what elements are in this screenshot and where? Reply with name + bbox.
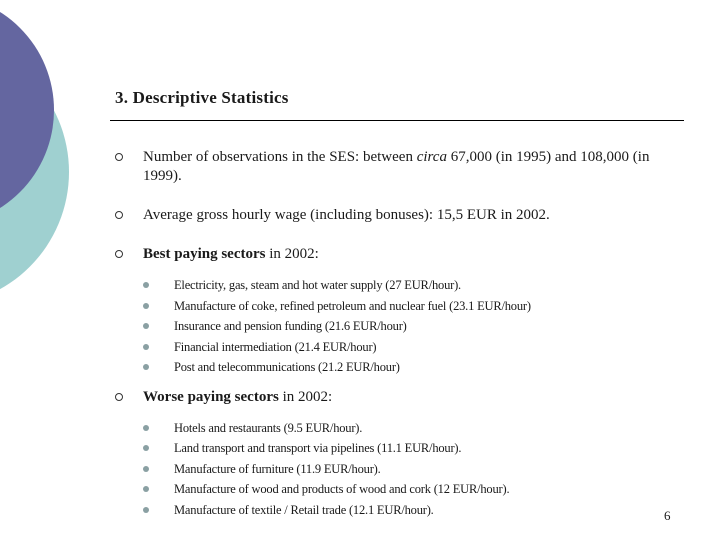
bullet-item-worse-paying [114, 388, 684, 521]
segment-italic: circa [416, 149, 447, 165]
segment: Number of observations in the SES: between [143, 149, 417, 165]
sub-list-worse-paying [143, 418, 684, 521]
title-divider [110, 120, 684, 121]
bullet-item-average-wage [114, 206, 684, 225]
list-item [143, 479, 684, 500]
list-item-text: Manufacture of furniture (11.9 EUR/hour). [174, 461, 381, 476]
segment-bold: Worse paying sectors [143, 388, 279, 405]
segment: in 2002: [265, 246, 319, 262]
list-item-text: Financial intermediation (21.4 EUR/hour) [174, 339, 377, 354]
list-item [143, 316, 684, 337]
list-item-text: Insurance and pension funding (21.6 EUR/hour) [174, 319, 407, 333]
list-item [143, 418, 684, 439]
dot-bullet-icon [143, 486, 149, 492]
bullet-item-observations [114, 148, 684, 186]
dot-bullet-icon [143, 445, 149, 451]
ring-bullet-icon [115, 250, 123, 258]
ring-bullet-icon [115, 393, 123, 401]
list-item [143, 296, 684, 317]
dot-bullet-icon [143, 303, 149, 309]
list-item-text: Manufacture of wood and products of wood and cork (12 EUR/hour). [174, 482, 510, 496]
dot-bullet-icon [143, 466, 149, 472]
decorative-circles [0, 0, 80, 300]
page-number: 6 [664, 508, 671, 523]
slide-title: 3. Descriptive Statistics [115, 88, 289, 107]
dot-bullet-icon [143, 507, 149, 513]
dot-bullet-icon [143, 364, 149, 370]
list-item [143, 357, 684, 378]
list-item-text: Manufacture of textile / Retail trade (12.1 EUR/hour). [174, 502, 434, 517]
segment: in 2002: [278, 388, 333, 405]
bullet-item-best-paying [114, 245, 684, 378]
list-item [143, 459, 684, 480]
list-item [143, 438, 684, 459]
list-item [143, 337, 684, 358]
bullet-list [114, 148, 684, 530]
sub-list-best-paying [143, 275, 684, 378]
segment: Average gross hourly wage (including bonuses): 15,5 EUR in 2002. [143, 207, 550, 223]
ring-bullet-icon [115, 211, 123, 219]
list-item-text: Hotels and restaurants (9.5 EUR/hour). [174, 420, 363, 435]
segment: 67,000 (in 1995) and 108,000 (in 1999). [143, 149, 650, 184]
list-item [143, 500, 684, 521]
list-item-text: Land transport and transport via pipelines (11.1 EUR/hour). [174, 441, 462, 455]
list-item [143, 275, 684, 296]
list-item-text: Electricity, gas, steam and hot water supply (27 EUR/hour). [174, 278, 461, 292]
list-item-text: Post and telecommunications (21.2 EUR/hour) [174, 360, 400, 374]
dot-bullet-icon [143, 344, 149, 350]
dot-bullet-icon [143, 425, 149, 431]
list-item-text: Manufacture of coke, refined petroleum and nuclear fuel (23.1 EUR/hour) [174, 298, 531, 313]
segment-bold: Best paying sectors [143, 246, 266, 262]
dot-bullet-icon [143, 323, 149, 329]
dot-bullet-icon [143, 282, 149, 288]
ring-bullet-icon [115, 153, 123, 161]
